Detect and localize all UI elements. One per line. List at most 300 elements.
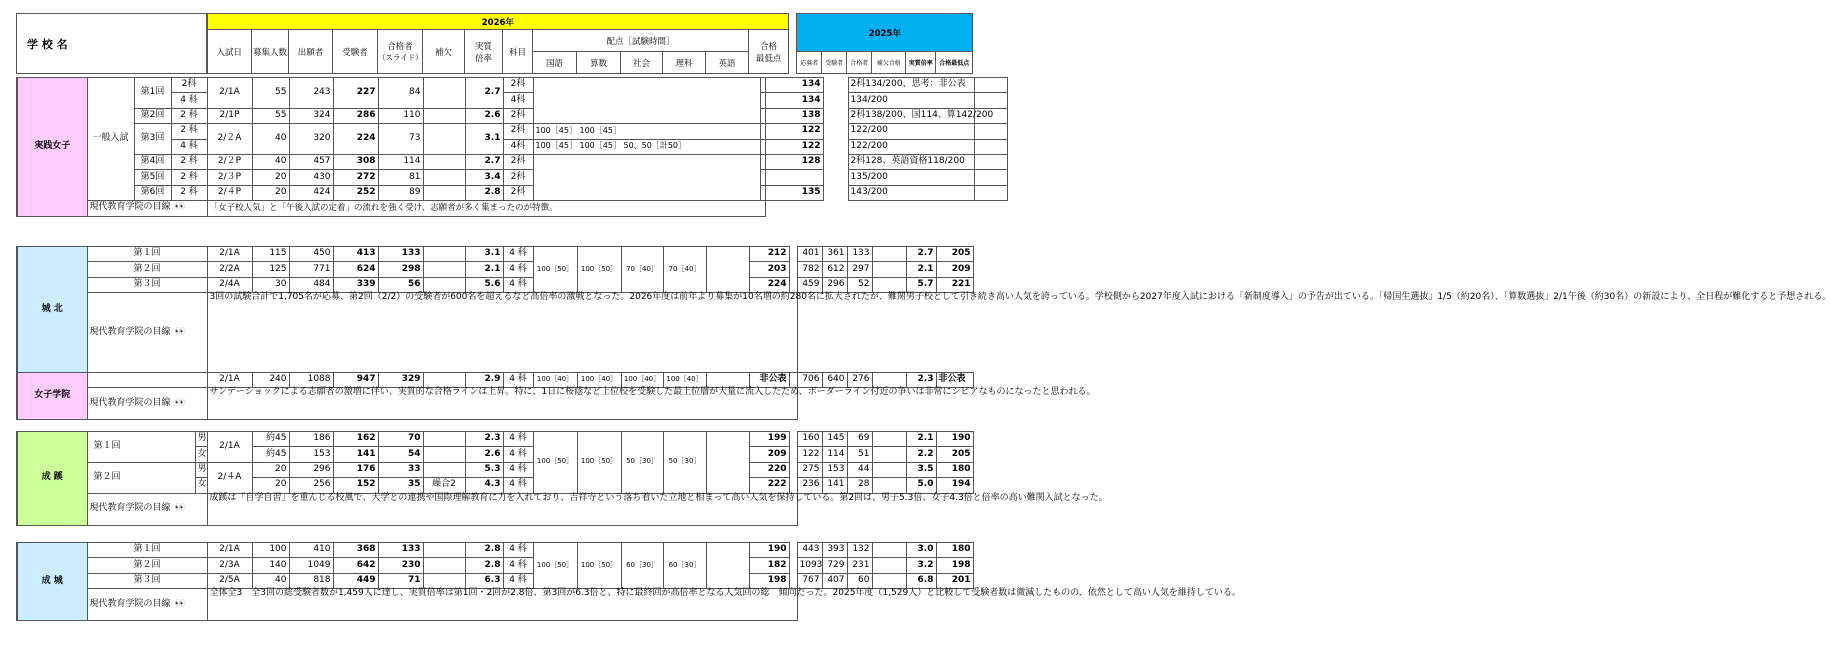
spacer — [789, 373, 797, 388]
round: 第6回 — [134, 185, 171, 200]
goukaku: 33 — [378, 462, 423, 477]
hoketsu — [423, 447, 465, 462]
prev-min: 194 — [936, 478, 973, 493]
round: 第２回 — [87, 462, 195, 493]
kamoku2: 2科 — [503, 185, 533, 200]
min-score: 122 — [765, 139, 823, 154]
goukaku: 329 — [378, 373, 423, 388]
min-score: 203 — [749, 262, 789, 277]
eyes-icon: 👀 — [174, 503, 184, 514]
col25-oubo: 応募者 — [797, 52, 822, 74]
haiten-1: 100［40］ — [577, 373, 621, 388]
col-date: 入試日 — [207, 30, 252, 74]
haiten-1: 100［50］ — [577, 247, 621, 293]
kamoku: 2 科 — [171, 124, 207, 139]
exam-date: 2/2A — [207, 262, 252, 277]
comment-label: 現代教育学院の目線 — [89, 503, 171, 514]
school-name-header: 学 校 名 — [17, 14, 207, 74]
boshu: 115 — [252, 247, 289, 262]
prev-min — [974, 78, 1008, 93]
min-score: 134 — [765, 93, 823, 108]
prev-juken: 114 — [822, 447, 847, 462]
prev-goukaku: 297 — [847, 262, 872, 277]
kamoku: 4 科 — [503, 447, 533, 462]
shutsugan: 243 — [289, 78, 333, 109]
spacer — [823, 170, 848, 185]
kamoku: 4 科 — [503, 277, 533, 292]
col-haiten: 配点［試験時間］ — [533, 30, 749, 52]
kamoku: 4 科 — [503, 432, 533, 447]
kamoku: 4 科 — [503, 262, 533, 277]
shutsugan: 450 — [289, 247, 333, 262]
round: 第3回 — [134, 124, 171, 155]
shutsugan: 153 — [289, 447, 333, 462]
kamoku: 4 科 — [503, 478, 533, 493]
spacer — [823, 93, 848, 108]
bairitsu: 2.8 — [465, 543, 503, 558]
col-min: 合格 最低点 — [749, 30, 789, 74]
bairitsu: 2.8 — [465, 558, 503, 573]
hoketsu — [423, 373, 465, 388]
prev-oubo: 782 — [797, 262, 822, 277]
prev-oubo: 706 — [797, 373, 822, 388]
prev-bairitsu: 6.8 — [906, 573, 936, 588]
col-boshu: 募集人数 — [252, 30, 289, 74]
hoketsu — [423, 462, 465, 477]
prev-bairitsu: 5.7 — [906, 277, 936, 292]
eigo — [706, 373, 749, 388]
eigo — [706, 543, 749, 589]
subject-eigo: 英語 — [706, 52, 749, 74]
prev-hoketsu — [872, 277, 906, 292]
prev-hoketsu — [872, 373, 906, 388]
kamoku: 2 科 — [171, 185, 207, 200]
juken: 413 — [333, 247, 378, 262]
goukaku: 114 — [378, 154, 423, 169]
prev-hoketsu — [872, 262, 906, 277]
school-block-joshigakuin — [16, 372, 1096, 420]
min-score: 190 — [749, 543, 789, 558]
kamoku2: 4科 — [503, 139, 533, 154]
comment: 全体全3 全3回の総受験者数が1,459人に達し、実質倍率は第1回・2回が2.8倍、第3回が6.3倍と、特に最終回が高倍率となる人気回の総 傾向だった。2025年度（1,529人）と比較して受験者数は微減したものの、依然として高い人気を維持している。 — [207, 589, 797, 621]
school-block-seikei — [16, 431, 1108, 526]
shutsugan: 771 — [289, 262, 333, 277]
spacer — [789, 247, 797, 262]
prev-bairitsu: 5.0 — [906, 478, 936, 493]
shutsugan: 1088 — [289, 373, 333, 388]
haiten-3: 100［40］ — [663, 373, 706, 388]
prev-juken: 361 — [822, 247, 847, 262]
table-row — [17, 277, 1034, 292]
col-goukaku: 合格者 （スライド） — [378, 30, 423, 74]
juken: 152 — [333, 478, 378, 493]
sex: 男 — [195, 462, 207, 477]
school-block-johoku — [16, 246, 1831, 373]
spacer — [789, 277, 797, 292]
spacer — [789, 573, 797, 588]
exam-date: 2/２P — [207, 154, 252, 169]
kamoku: 4 科 — [171, 139, 207, 154]
bairitsu: 6.3 — [465, 573, 503, 588]
haiten-0: 100［50］ — [533, 432, 577, 494]
prev-min — [974, 93, 1008, 108]
table-row — [17, 262, 1034, 277]
min-score: 138 — [765, 108, 823, 123]
prev-juken: 296 — [822, 277, 847, 292]
prev-oubo: 459 — [797, 277, 822, 292]
kamoku2: 2科 — [503, 170, 533, 185]
round: 第１回 — [87, 247, 207, 262]
goukaku: 133 — [378, 247, 423, 262]
prev-min: 205 — [936, 447, 973, 462]
prev-bairitsu: 3.0 — [906, 543, 936, 558]
comment-label-cell — [87, 293, 207, 373]
school-name: 女子学院 — [17, 373, 87, 420]
prev-goukaku: 51 — [847, 447, 872, 462]
bairitsu: 2.7 — [465, 78, 503, 109]
juken: 642 — [333, 558, 378, 573]
table-row — [17, 388, 1034, 420]
eyes-icon: 👀 — [174, 397, 184, 408]
table-row — [17, 558, 1034, 573]
kamoku2: 4科 — [503, 93, 533, 108]
min-score: 224 — [749, 277, 789, 292]
subject-rika: 理科 — [663, 52, 706, 74]
prev-bairitsu: 3.2 — [906, 558, 936, 573]
prev-oubo: 443 — [797, 543, 822, 558]
exam-date: 2/1P — [207, 108, 252, 123]
prev-year-note: 122/200 — [848, 124, 974, 139]
boshu: 140 — [252, 558, 289, 573]
prev-juken: 640 — [822, 373, 847, 388]
min-score: 134 — [765, 78, 823, 93]
round: 第5回 — [134, 170, 171, 185]
prev-bairitsu: 2.3 — [906, 373, 936, 388]
goukaku: 298 — [378, 262, 423, 277]
spacer — [789, 447, 797, 462]
round: 第4回 — [134, 154, 171, 169]
hoketsu — [423, 262, 465, 277]
haiten-1: 100［50］ — [577, 543, 621, 589]
comment: 3回の試験合計で1,705名が応募、第2回（2/2）の受験者が600名を超えるなど高倍率の激戦となった。2026年度は前年より募集が10名増の約280名に拡大されたが、難関男子校として引き続き高い人気を誇っている。学校側から2027年度入試における「新制度導入」の予告が出ている。「帰国生選抜」1/5（約20名）、「算数選抜」2/1午後（約30名）の新設により、全日程が難化すると予想される。 — [207, 293, 797, 373]
boshu: 125 — [252, 262, 289, 277]
prev-year-note: 2科138/200、国114、算142/200 — [848, 108, 974, 123]
hoketsu — [423, 543, 465, 558]
table-row — [17, 462, 1034, 477]
kamoku: 4 科 — [503, 543, 533, 558]
col25-bairitsu: 実質倍率 — [906, 52, 936, 74]
hoketsu — [423, 573, 465, 588]
bairitsu: 3.4 — [465, 170, 503, 185]
prev-oubo: 1093 — [797, 558, 822, 573]
prev-goukaku: 44 — [847, 462, 872, 477]
year-2025-header: 2025年 — [797, 14, 973, 52]
boshu: 20 — [252, 462, 289, 477]
table-header — [16, 13, 1008, 73]
comment-label-cell — [87, 589, 207, 621]
bairitsu: 2.8 — [465, 185, 503, 200]
prev-min — [974, 170, 1008, 185]
prev-bairitsu: 3.5 — [906, 462, 936, 477]
haiten-3: 50［30］ — [663, 432, 706, 494]
round: 第2回 — [134, 108, 171, 123]
round — [87, 373, 207, 388]
goukaku: 230 — [378, 558, 423, 573]
table-row — [17, 247, 1034, 262]
haiten — [533, 154, 760, 200]
kamoku: 2 科 — [171, 154, 207, 169]
exam-date: 2/３P — [207, 170, 252, 185]
prev-min: 221 — [936, 277, 973, 292]
prev-min: 180 — [936, 543, 973, 558]
prev-juken: 612 — [822, 262, 847, 277]
goukaku: 84 — [378, 78, 423, 109]
kamoku: 2 科 — [171, 108, 207, 123]
col-jisshitsu: 実質 倍率 — [465, 30, 503, 74]
prev-hoketsu — [872, 478, 906, 493]
min-score: 非公表 — [749, 373, 789, 388]
boshu: 55 — [252, 108, 289, 123]
prev-bairitsu: 2.1 — [906, 432, 936, 447]
goukaku: 73 — [378, 124, 423, 155]
table-row — [17, 589, 1034, 621]
prev-min — [974, 139, 1008, 154]
col-kamoku: 科目 — [503, 30, 533, 74]
col-juken: 受験者 — [333, 30, 378, 74]
juken: 368 — [333, 543, 378, 558]
juken: 227 — [333, 78, 378, 109]
min-score: 182 — [749, 558, 789, 573]
prev-bairitsu: 2.2 — [906, 447, 936, 462]
table-row — [17, 154, 1008, 169]
prev-bairitsu: 2.1 — [906, 262, 936, 277]
shutsugan: 324 — [289, 108, 333, 123]
kamoku: 4 科 — [503, 573, 533, 588]
prev-min: 非公表 — [936, 373, 973, 388]
prev-hoketsu — [872, 462, 906, 477]
boshu: 約45 — [252, 432, 289, 447]
juken: 162 — [333, 432, 378, 447]
hoketsu — [423, 558, 465, 573]
haiten: 100［45］ 100［45］ 50、50［計50］ — [533, 139, 760, 154]
table-row — [17, 573, 1034, 588]
comment: 成蹊は「自学自習」を重んじる校風で、大学との連携や国際理解教育に力を入れており、吉祥寺という落ち着いた立地と相まって高い人気を保持している。第2回は、男子5.3倍、女子4.3倍と倍率の高い難関入試となった。 — [207, 493, 797, 525]
spacer — [823, 78, 848, 93]
bairitsu: 2.9 — [465, 373, 503, 388]
haiten-0: 100［40］ — [533, 373, 577, 388]
prev-min: 209 — [936, 262, 973, 277]
boshu: 20 — [252, 185, 289, 200]
prev-oubo: 767 — [797, 573, 822, 588]
prev-juken: 153 — [822, 462, 847, 477]
col-shutsugan: 出願者 — [289, 30, 333, 74]
juken: 141 — [333, 447, 378, 462]
goukaku: 89 — [378, 185, 423, 200]
juken: 286 — [333, 108, 378, 123]
exam-date: 2/4A — [207, 277, 252, 292]
juken: 252 — [333, 185, 378, 200]
min-score: 222 — [749, 478, 789, 493]
spacer — [789, 262, 797, 277]
prev-oubo: 236 — [797, 478, 822, 493]
juken: 308 — [333, 154, 378, 169]
spacer — [823, 154, 848, 169]
spacer — [789, 462, 797, 477]
prev-oubo: 275 — [797, 462, 822, 477]
prev-year-note: 135/200 — [848, 170, 974, 185]
juken: 947 — [333, 373, 378, 388]
prev-min: 180 — [936, 462, 973, 477]
boshu: 100 — [252, 543, 289, 558]
spacer — [789, 478, 797, 493]
prev-min: 205 — [936, 247, 973, 262]
col25-min: 合格最低点 — [936, 52, 973, 74]
prev-juken: 729 — [822, 558, 847, 573]
boshu: 40 — [252, 154, 289, 169]
min-score: 198 — [749, 573, 789, 588]
eyes-icon: 👀 — [174, 202, 184, 213]
prev-juken: 145 — [822, 432, 847, 447]
comment-label: 現代教育学院の目線 — [89, 326, 171, 337]
table-row — [17, 201, 1008, 216]
prev-goukaku: 231 — [847, 558, 872, 573]
goukaku: 81 — [378, 170, 423, 185]
table-row — [17, 124, 1008, 139]
hoketsu: 繰合2 — [423, 478, 465, 493]
table-row — [17, 543, 1034, 558]
hoketsu — [423, 432, 465, 447]
prev-min: 190 — [936, 432, 973, 447]
kamoku2: 2科 — [503, 124, 533, 139]
bairitsu: 3.1 — [465, 124, 503, 155]
prev-goukaku: 276 — [847, 373, 872, 388]
comment-label: 現代教育学院の目線 — [89, 397, 171, 408]
bairitsu: 2.6 — [465, 108, 503, 123]
hoketsu — [423, 247, 465, 262]
hoketsu — [423, 154, 465, 169]
exam-date: 2/5A — [207, 573, 252, 588]
prev-oubo: 122 — [797, 447, 822, 462]
boshu: 20 — [252, 170, 289, 185]
shutsugan: 296 — [289, 462, 333, 477]
min-score: 220 — [749, 462, 789, 477]
min-score: 199 — [749, 432, 789, 447]
spacer — [789, 543, 797, 558]
col-hoketsu: 補欠 — [423, 30, 465, 74]
shutsugan: 1049 — [289, 558, 333, 573]
shutsugan: 484 — [289, 277, 333, 292]
boshu: 240 — [252, 373, 289, 388]
eyes-icon: 👀 — [174, 326, 184, 337]
comment: サンデーショックによる志願者の激増に伴い、実質的な合格ラインは上昇。特に、1日に桜蔭など上位校を受験した最上位層が大量に流入したため、ボーダーライン付近の争いは非常にシビアなものになったと思われる。 — [207, 388, 797, 420]
kamoku: 2科 — [171, 78, 207, 93]
round: 第１回 — [87, 432, 195, 463]
min-score: 212 — [749, 247, 789, 262]
col25-goukaku: 合格者 — [847, 52, 872, 74]
prev-hoketsu — [872, 573, 906, 588]
prev-hoketsu — [872, 447, 906, 462]
bairitsu: 5.6 — [465, 277, 503, 292]
round: 第２回 — [87, 262, 207, 277]
prev-hoketsu — [872, 543, 906, 558]
comment-label-cell — [87, 388, 207, 420]
kamoku2: 2科 — [503, 154, 533, 169]
comment-label-cell — [87, 493, 207, 525]
round: 第３回 — [87, 277, 207, 292]
haiten-0: 100［50］ — [533, 543, 577, 589]
exam-type: 一般入試 — [87, 78, 134, 201]
school-block-seijo — [16, 542, 1241, 621]
prev-juken: 393 — [822, 543, 847, 558]
juken: 449 — [333, 573, 378, 588]
haiten-2: 100［40］ — [621, 373, 663, 388]
eigo — [706, 247, 749, 293]
prev-goukaku: 28 — [847, 478, 872, 493]
sex: 女 — [195, 478, 207, 493]
prev-bairitsu: 2.7 — [906, 247, 936, 262]
kamoku: 2 科 — [171, 170, 207, 185]
prev-goukaku: 52 — [847, 277, 872, 292]
spacer — [823, 108, 848, 123]
hoketsu — [423, 108, 465, 123]
subject-sansu: 算数 — [577, 52, 621, 74]
comment-label: 現代教育学院の目線 — [89, 598, 171, 609]
table-row — [17, 373, 1034, 388]
spacer — [823, 185, 848, 200]
shutsugan: 457 — [289, 154, 333, 169]
school-block-jissen — [16, 77, 1008, 217]
exam-date: 2/４P — [207, 185, 252, 200]
table-row — [17, 432, 1034, 447]
kamoku2: 2科 — [503, 78, 533, 93]
exam-date: 2/1A — [207, 373, 252, 388]
boshu: 約45 — [252, 447, 289, 462]
goukaku: 133 — [378, 543, 423, 558]
comment-label: 現代教育学院の目線 — [89, 202, 171, 213]
eigo — [706, 432, 749, 494]
prev-juken: 407 — [822, 573, 847, 588]
school-name: 実践女子 — [17, 78, 87, 217]
round: 第２回 — [87, 558, 207, 573]
eyes-icon: 👀 — [174, 598, 184, 609]
prev-goukaku: 132 — [847, 543, 872, 558]
bairitsu: 4.3 — [465, 478, 503, 493]
hoketsu — [423, 185, 465, 200]
kamoku: 4 科 — [503, 247, 533, 262]
shutsugan: 186 — [289, 432, 333, 447]
prev-min — [974, 124, 1008, 139]
prev-min: 201 — [936, 573, 973, 588]
spacer — [789, 558, 797, 573]
exam-date: 2/1A — [207, 432, 252, 463]
shutsugan: 430 — [289, 170, 333, 185]
juken: 339 — [333, 277, 378, 292]
spacer — [823, 139, 848, 154]
table-row — [17, 185, 1008, 200]
year-2026-header: 2026年 — [207, 14, 789, 30]
table-row — [17, 170, 1008, 185]
round: 第１回 — [87, 543, 207, 558]
kamoku: 4 科 — [503, 462, 533, 477]
haiten-3: 70［40］ — [663, 247, 706, 293]
prev-year-note: 134/200 — [848, 93, 974, 108]
bairitsu: 2.1 — [465, 262, 503, 277]
comment: 「女子校人気」と「午後入試の定着」の流れを強く受け、志願者が多く集まったのが特徴。 — [207, 201, 765, 216]
subject-shakai: 社会 — [621, 52, 663, 74]
table-row — [17, 78, 1008, 93]
exam-date: 2/1A — [207, 247, 252, 262]
exam-date: 2/3A — [207, 558, 252, 573]
